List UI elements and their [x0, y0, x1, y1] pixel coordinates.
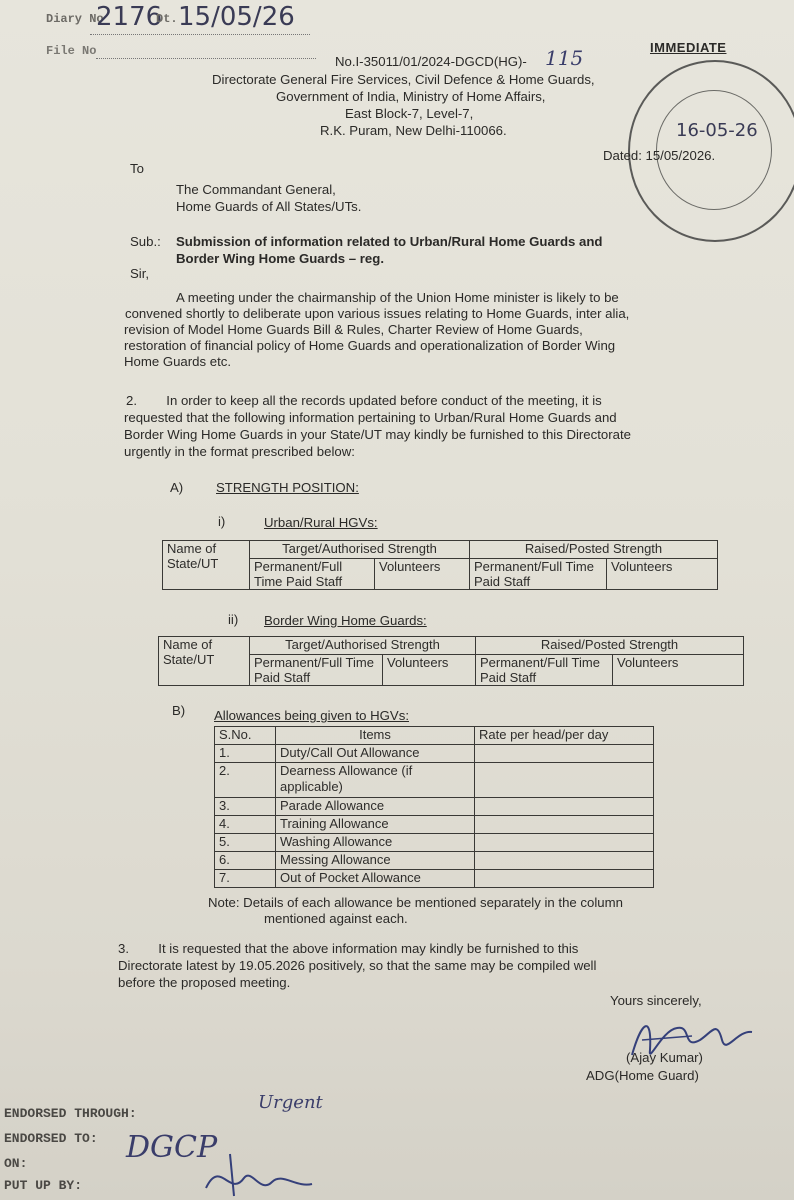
- allowance-sno: 3.: [215, 798, 276, 816]
- para2-line-2: requested that the following information pertaining to Urban/Rural Home Guards and: [124, 410, 617, 425]
- allowances-table: [214, 726, 654, 888]
- allowance-item: Out of Pocket Allowance: [276, 870, 475, 888]
- diary-label: Diary No: [46, 12, 104, 26]
- allowance-item: Dearness Allowance (if applicable): [276, 763, 475, 798]
- allowance-rate-cell: [475, 870, 654, 888]
- ref-hand-number: 115: [545, 46, 584, 70]
- allowance-sno: 4.: [215, 816, 276, 834]
- para2-line-1: 2. In order to keep all the records updated before conduct of the meeting, it is: [126, 393, 602, 408]
- govt-line: Government of India, Ministry of Home Affairs,: [276, 89, 546, 104]
- dated-line: Dated: 15/05/2026.: [603, 148, 716, 163]
- allowance-sno: 2.: [215, 763, 276, 798]
- initials-scribble: [200, 1148, 320, 1200]
- allowance-row: [215, 834, 654, 852]
- col-volunteers: Volunteers: [383, 655, 476, 686]
- col-volunteers: Volunteers: [613, 655, 744, 686]
- addressee-line-1: The Commandant General,: [176, 182, 336, 197]
- allowance-rate-cell: [475, 852, 654, 870]
- para3-line-1: 3. It is requested that the above information may kindly be furnished to this: [118, 941, 579, 956]
- salutation: Sir,: [130, 266, 150, 281]
- file-no-underline: [96, 58, 316, 59]
- allowance-item: Washing Allowance: [276, 834, 475, 852]
- col-permanent-staff: Permanent/Full Time Paid Staff: [250, 655, 383, 686]
- allowance-rate-cell: [475, 834, 654, 852]
- section-a-title: STRENGTH POSITION:: [216, 480, 359, 495]
- closing: Yours sincerely,: [610, 993, 702, 1008]
- diary-number: 2176: [96, 2, 163, 32]
- diary-dt-label: Dt.: [156, 12, 178, 26]
- allowance-row: [215, 798, 654, 816]
- col-volunteers: Volunteers: [607, 559, 718, 590]
- subject-line-2: Border Wing Home Guards – reg.: [176, 251, 384, 266]
- para1-line-2: convened shortly to deliberate upon various issues relating to Home Guards, inter alia,: [125, 306, 630, 321]
- endorsed-to-label: ENDORSED TO:: [4, 1131, 98, 1146]
- to-label: To: [130, 161, 144, 176]
- allowance-row: [215, 852, 654, 870]
- col-raised-strength: Raised/Posted Strength: [470, 541, 718, 559]
- address-line: R.K. Puram, New Delhi-110066.: [320, 123, 507, 138]
- addressee-line-2: Home Guards of All States/UTs.: [176, 199, 362, 214]
- allowance-sno: 6.: [215, 852, 276, 870]
- col-permanent-staff: Permanent/Full Time Paid Staff: [476, 655, 613, 686]
- allowance-sno: 5.: [215, 834, 276, 852]
- urban-rural-strength-table: [162, 540, 718, 590]
- sub-i-label: i): [218, 514, 226, 529]
- diary-date: 15/05/26: [178, 2, 295, 32]
- para2-line-4: urgently in the format prescribed below:: [124, 444, 355, 459]
- ref-number: No.I-35011/01/2024-DGCD(HG)-: [335, 54, 527, 69]
- subject-line-1: Submission of information related to Urban/Rural Home Guards and: [176, 234, 603, 249]
- allowance-row: [215, 763, 654, 798]
- allowance-rate-cell: [475, 798, 654, 816]
- allowance-row: [215, 816, 654, 834]
- section-b-label: B): [172, 703, 186, 718]
- endorsed-through-label: ENDORSED THROUGH:: [4, 1106, 137, 1121]
- col-raised-strength: Raised/Posted Strength: [476, 637, 744, 655]
- para1-line-5: Home Guards etc.: [124, 354, 232, 369]
- urgent-handwritten: Urgent: [258, 1092, 323, 1113]
- signatory-name: (Ajay Kumar): [626, 1050, 703, 1065]
- allowance-item: Parade Allowance: [276, 798, 475, 816]
- allowance-sno: 7.: [215, 870, 276, 888]
- col-state-name: Name of State/UT: [159, 637, 250, 686]
- subject-label: Sub.:: [130, 234, 161, 249]
- sub-ii-title: Border Wing Home Guards:: [264, 613, 427, 628]
- col-volunteers: Volunteers: [375, 559, 470, 590]
- note-line-1: Note: Details of each allowance be mentioned separately in the column: [208, 895, 623, 910]
- diary-underline: [90, 34, 310, 35]
- allowance-item: Training Allowance: [276, 816, 475, 834]
- section-a-label: A): [170, 480, 184, 495]
- allowance-sno: 1.: [215, 745, 276, 763]
- allowance-header-items: Items: [276, 727, 475, 745]
- sub-ii-label: ii): [228, 612, 239, 627]
- para2-line-3: Border Wing Home Guards in your State/UT may kindly be furnished to this Directorate: [124, 427, 631, 442]
- col-target-strength: Target/Authorised Strength: [250, 637, 476, 655]
- para1-line-3: revision of Model Home Guards Bill & Rules, Charter Review of Home Guards,: [124, 322, 583, 337]
- endorsed-to-handwritten: DGCP: [126, 1130, 218, 1165]
- allowance-header-rate: Rate per head/per day: [475, 727, 654, 745]
- allowance-row: [215, 745, 654, 763]
- put-up-by-label: PUT UP BY:: [4, 1178, 83, 1193]
- para3-line-2: Directorate latest by 19.05.2026 positively, so that the same may be compiled well: [118, 958, 597, 973]
- col-target-strength: Target/Authorised Strength: [250, 541, 470, 559]
- col-permanent-staff: Permanent/Full Time Paid Staff: [250, 559, 375, 590]
- sub-i-title: Urban/Rural HGVs:: [264, 515, 378, 530]
- allowance-rate-cell: [475, 745, 654, 763]
- note-line-2: mentioned against each.: [264, 911, 408, 926]
- immediate-label: IMMEDIATE: [650, 40, 727, 55]
- allowance-item: Duty/Call Out Allowance: [276, 745, 475, 763]
- col-permanent-staff: Permanent/Full Time Paid Staff: [470, 559, 607, 590]
- signatory-title: ADG(Home Guard): [586, 1068, 699, 1083]
- allowance-row: [215, 870, 654, 888]
- col-state-name: Name of State/UT: [163, 541, 250, 590]
- allowance-item: Messing Allowance: [276, 852, 475, 870]
- para1-line-4: restoration of financial policy of Home Guards and operationalization of Border Wing: [124, 338, 616, 353]
- allowance-rate-cell: [475, 816, 654, 834]
- allowance-rate-cell: [475, 763, 654, 798]
- endorsed-on-label: ON:: [4, 1156, 28, 1171]
- allowance-header-sno: S.No.: [215, 727, 276, 745]
- block-line: East Block-7, Level-7,: [345, 106, 474, 121]
- para3-line-3: before the proposed meeting.: [118, 975, 291, 990]
- received-date: 16-05-26: [676, 120, 758, 141]
- para1-line-1: A meeting under the chairmanship of the Union Home minister is likely to be: [176, 290, 619, 305]
- file-no-label: File No: [46, 44, 97, 58]
- border-wing-strength-table: [158, 636, 744, 686]
- org-name: Directorate General Fire Services, Civil Defence & Home Guards,: [212, 72, 595, 87]
- section-b-title: Allowances being given to HGVs:: [214, 708, 409, 723]
